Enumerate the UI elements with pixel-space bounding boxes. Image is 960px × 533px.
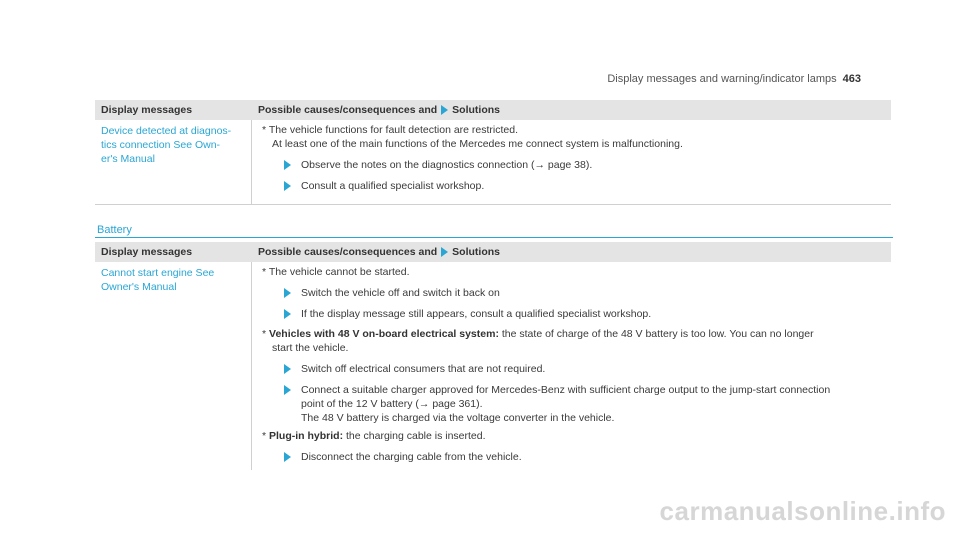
arrow-icon xyxy=(441,105,448,115)
message-cell: Cannot start engine See Owner's Manual xyxy=(95,262,252,470)
cause-text: start the vehicle. xyxy=(272,342,349,354)
col-causes: Possible causes/consequences and Solutions xyxy=(258,246,501,258)
table-header xyxy=(95,100,891,120)
solution-step: Switch the vehicle off and switch it back on xyxy=(262,286,881,300)
message-cell: Device detected at diagnos- tics connection See Own- er's Manual xyxy=(95,120,252,204)
cause-text: * The vehicle functions for fault detection are restricted. xyxy=(262,124,519,136)
arrow-icon xyxy=(284,385,291,395)
arrow-icon xyxy=(284,160,291,170)
table-row xyxy=(95,120,891,205)
solution-step: Disconnect the charging cable from the vehicle. xyxy=(262,450,881,464)
solution-step: Consult a qualified specialist workshop. xyxy=(262,179,881,193)
arrow-icon xyxy=(284,309,291,319)
cause-text: * The vehicle cannot be started. xyxy=(262,266,410,278)
cause-cell xyxy=(252,262,891,470)
page-number: 463 xyxy=(842,73,861,85)
col-causes: Possible causes/consequences and Solutions xyxy=(258,104,501,116)
arrow-icon xyxy=(284,452,291,462)
solution-step: If the display message still appears, consult a qualified specialist workshop. xyxy=(262,307,881,321)
table-header xyxy=(95,242,891,262)
cause-text: * Plug-in hybrid: the charging cable is inserted. xyxy=(262,430,486,442)
col-display-messages: Display messages xyxy=(101,246,193,258)
cause-cell xyxy=(252,120,891,204)
arrow-icon xyxy=(284,288,291,298)
cause-text: * Vehicles with 48 V on-board electrical system: the state of charge of the 48 V battery is too low. You can no longer xyxy=(262,328,814,340)
solution-step: Connect a suitable charger approved for Mercedes-Benz with sufficient charge output to the jump-start connection point of the 12 V battery (→ page 361). The 48 V battery is charged via the voltage converter in the vehicle. xyxy=(262,383,881,425)
table-row xyxy=(95,262,891,470)
page-header xyxy=(607,73,861,85)
diagnostics-table xyxy=(95,100,891,205)
battery-table xyxy=(95,242,891,470)
header-title: Display messages and warning/indicator lamps xyxy=(607,73,837,85)
section-title: Battery xyxy=(95,224,893,238)
arrow-icon xyxy=(284,364,291,374)
col-display-messages: Display messages xyxy=(101,104,193,116)
solution-step: Switch off electrical consumers that are not required. xyxy=(262,362,881,376)
arrow-icon xyxy=(284,181,291,191)
watermark: carmanualsonline.info xyxy=(659,496,946,526)
arrow-icon xyxy=(441,247,448,257)
cause-text: At least one of the main functions of the Mercedes me connect system is malfunctioning. xyxy=(272,138,683,150)
solution-step: Observe the notes on the diagnostics connection (→ page 38). xyxy=(262,158,881,172)
